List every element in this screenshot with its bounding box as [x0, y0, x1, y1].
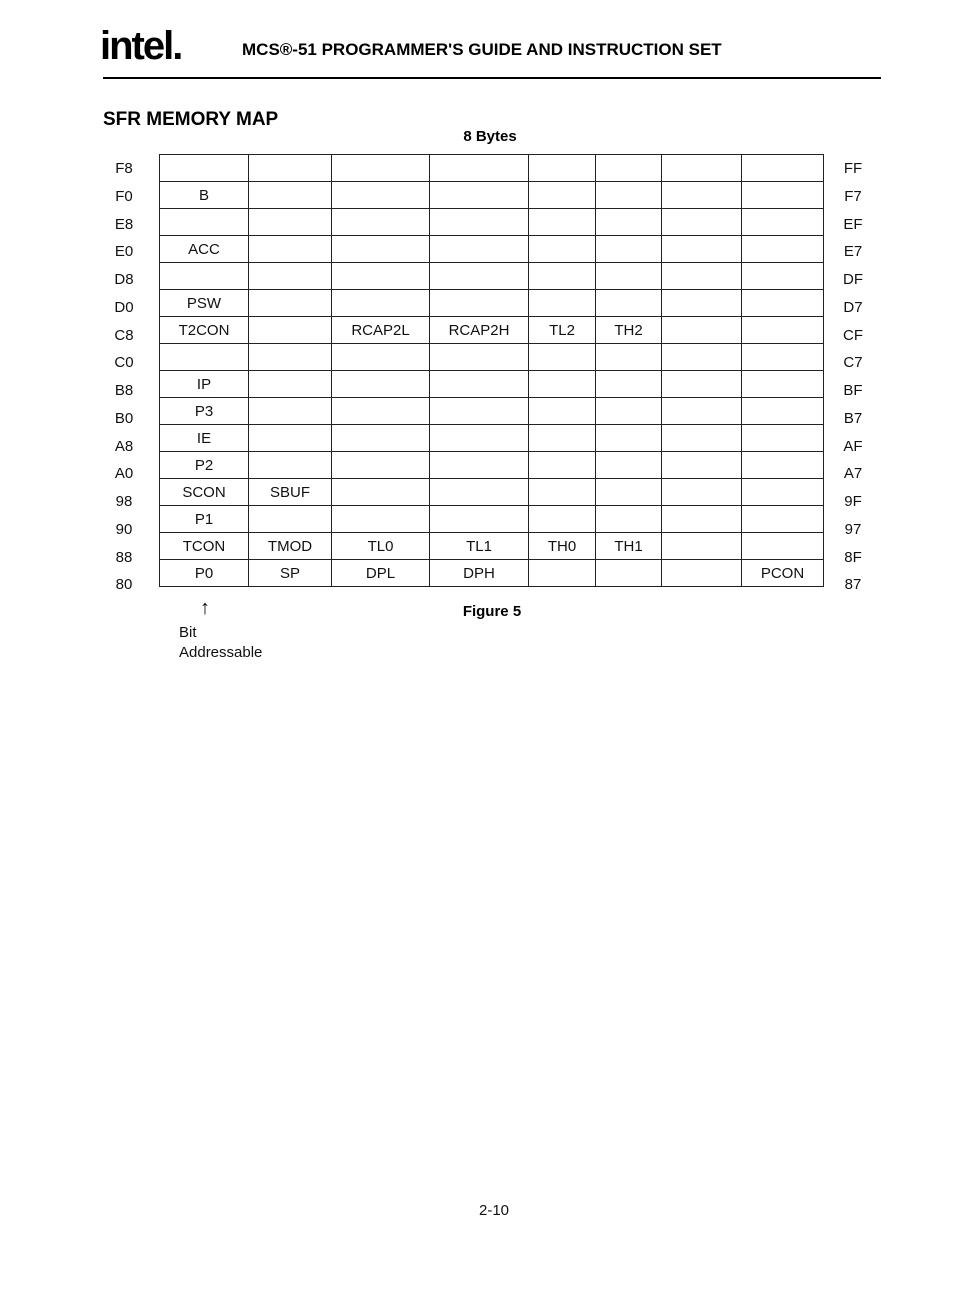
sfr-cell — [742, 317, 824, 344]
table-row — [160, 398, 824, 425]
sfr-cell: SP — [249, 560, 332, 587]
sfr-cell — [430, 182, 529, 209]
row-start-address: D0 — [114, 298, 134, 316]
sfr-cell — [249, 398, 332, 425]
sfr-cell — [529, 263, 596, 290]
sfr-cell — [662, 182, 742, 209]
table-row — [160, 236, 824, 263]
sfr-cell — [332, 506, 430, 533]
sfr-cell — [332, 263, 430, 290]
sfr-cell — [249, 209, 332, 236]
sfr-cell — [332, 371, 430, 398]
sfr-cell — [662, 155, 742, 182]
sfr-cell — [742, 506, 824, 533]
row-end-address: A7 — [843, 465, 863, 483]
row-start-address: F8 — [115, 160, 133, 177]
sfr-cell: B — [160, 182, 249, 209]
sfr-cell — [662, 560, 742, 587]
sfr-cell — [430, 479, 529, 506]
sfr-cell: TH2 — [596, 317, 662, 344]
sfr-cell: P0 — [160, 560, 249, 587]
sfr-cell: RCAP2L — [332, 317, 430, 344]
bit-label-line1: Bit — [179, 624, 197, 641]
table-row — [160, 560, 824, 587]
row-start-address: C8 — [114, 326, 134, 344]
sfr-cell — [662, 209, 742, 236]
figure-caption: Figure 5 — [462, 603, 522, 620]
row-start-address: F0 — [115, 187, 133, 205]
sfr-cell — [332, 209, 430, 236]
sfr-cell — [596, 560, 662, 587]
sfr-cell — [332, 182, 430, 209]
sfr-cell — [529, 560, 596, 587]
row-start-address: E0 — [114, 243, 134, 261]
sfr-cell — [596, 371, 662, 398]
sfr-cell — [332, 155, 430, 182]
sfr-cell — [662, 452, 742, 479]
sfr-cell — [160, 263, 249, 290]
row-start-address: 88 — [115, 548, 133, 566]
sfr-cell — [662, 479, 742, 506]
table-row — [160, 452, 824, 479]
sfr-cell — [249, 290, 332, 317]
row-start-address: D8 — [114, 271, 134, 288]
sfr-cell — [742, 263, 824, 290]
sfr-cell: TL2 — [529, 317, 596, 344]
sfr-cell: IP — [160, 371, 249, 398]
sfr-cell: P2 — [160, 452, 249, 479]
sfr-cell — [742, 479, 824, 506]
sfr-cell — [742, 452, 824, 479]
sfr-cell — [742, 290, 824, 317]
sfr-cell — [596, 236, 662, 263]
table-row — [160, 155, 824, 182]
table-row — [160, 290, 824, 317]
row-end-address: 9F — [844, 493, 862, 510]
row-end-address: FF — [843, 160, 863, 177]
sfr-cell — [742, 371, 824, 398]
sfr-cell — [430, 209, 529, 236]
document-header-title: MCS®-51 PROGRAMMER'S GUIDE AND INSTRUCTION SET — [242, 40, 722, 59]
sfr-cell — [249, 236, 332, 263]
sfr-cell — [249, 425, 332, 452]
table-row — [160, 371, 824, 398]
sfr-cell — [529, 209, 596, 236]
sfr-cell: TL1 — [430, 533, 529, 560]
table-row — [160, 479, 824, 506]
row-start-address: B8 — [114, 382, 134, 399]
sfr-cell: DPL — [332, 560, 430, 587]
sfr-cell — [332, 479, 430, 506]
sfr-cell: TL0 — [332, 533, 430, 560]
header-divider — [103, 77, 881, 79]
sfr-cell: P1 — [160, 506, 249, 533]
sfr-cell: PCON — [742, 560, 824, 587]
row-start-address: C0 — [114, 354, 134, 372]
sfr-cell — [529, 182, 596, 209]
sfr-cell: IE — [160, 425, 249, 452]
sfr-cell — [249, 371, 332, 398]
sfr-cell: TMOD — [249, 533, 332, 560]
row-end-address: 8F — [844, 548, 862, 566]
page-number: 2-10 — [478, 1202, 510, 1219]
sfr-memory-map-table — [159, 154, 824, 587]
sfr-cell — [249, 344, 332, 371]
sfr-cell: TCON — [160, 533, 249, 560]
sfr-cell: PSW — [160, 290, 249, 317]
sfr-cell — [529, 506, 596, 533]
row-end-address: AF — [843, 437, 863, 455]
sfr-cell — [249, 263, 332, 290]
table-row — [160, 425, 824, 452]
sfr-cell — [596, 452, 662, 479]
sfr-cell — [430, 344, 529, 371]
sfr-cell: SCON — [160, 479, 249, 506]
sfr-cell — [662, 398, 742, 425]
table-row — [160, 344, 824, 371]
sfr-cell — [430, 155, 529, 182]
sfr-cell: TH0 — [529, 533, 596, 560]
up-arrow-icon: ↑ — [200, 597, 210, 619]
sfr-cell — [742, 155, 824, 182]
sfr-cell — [332, 290, 430, 317]
sfr-cell — [430, 371, 529, 398]
sfr-cell: SBUF — [249, 479, 332, 506]
sfr-cell — [430, 263, 529, 290]
bit-addressable-label — [179, 623, 262, 663]
row-end-address: C7 — [843, 354, 863, 372]
sfr-cell — [742, 236, 824, 263]
sfr-cell — [529, 290, 596, 317]
row-start-address: E8 — [114, 215, 134, 233]
sfr-cell — [529, 155, 596, 182]
sfr-cell — [596, 155, 662, 182]
sfr-cell — [596, 290, 662, 317]
sfr-cell — [430, 452, 529, 479]
table-row — [160, 209, 824, 236]
sfr-cell — [662, 236, 742, 263]
sfr-cell — [662, 425, 742, 452]
sfr-cell — [662, 506, 742, 533]
row-start-address: A0 — [114, 465, 134, 483]
sfr-cell — [430, 398, 529, 425]
sfr-cell — [160, 155, 249, 182]
bit-label-line2: Addressable — [179, 644, 263, 661]
sfr-cell — [529, 398, 596, 425]
row-start-address: B0 — [114, 409, 134, 427]
sfr-cell — [662, 371, 742, 398]
sfr-cell — [332, 452, 430, 479]
sfr-cell — [430, 236, 529, 263]
sfr-cell — [249, 155, 332, 182]
intel-logo: intel. — [100, 24, 182, 68]
row-end-address: F7 — [844, 187, 862, 205]
sfr-cell — [332, 344, 430, 371]
sfr-cell — [596, 263, 662, 290]
sfr-cell — [430, 425, 529, 452]
sfr-cell — [249, 506, 332, 533]
table-row — [160, 506, 824, 533]
sfr-cell — [529, 452, 596, 479]
row-start-address: 98 — [115, 493, 133, 510]
row-start-address: 80 — [115, 576, 133, 594]
sfr-cell — [596, 506, 662, 533]
row-end-address: B7 — [843, 409, 863, 427]
sfr-cell — [596, 182, 662, 209]
sfr-cell — [742, 344, 824, 371]
sfr-cell — [160, 344, 249, 371]
sfr-cell — [529, 371, 596, 398]
sfr-cell — [430, 290, 529, 317]
sfr-cell — [596, 479, 662, 506]
sfr-cell — [662, 317, 742, 344]
sfr-cell — [596, 425, 662, 452]
sfr-cell — [662, 290, 742, 317]
sfr-cell: P3 — [160, 398, 249, 425]
sfr-cell — [742, 533, 824, 560]
bytes-label: 8 Bytes — [463, 128, 517, 145]
sfr-cell — [249, 317, 332, 344]
sfr-cell — [662, 344, 742, 371]
sfr-cell — [596, 344, 662, 371]
sfr-cell — [430, 506, 529, 533]
sfr-cell — [529, 344, 596, 371]
sfr-cell — [529, 236, 596, 263]
sfr-cell — [332, 425, 430, 452]
table-row — [160, 533, 824, 560]
sfr-cell — [160, 209, 249, 236]
sfr-cell — [596, 398, 662, 425]
sfr-cell — [332, 398, 430, 425]
sfr-cell: TH1 — [596, 533, 662, 560]
sfr-cell — [742, 182, 824, 209]
row-start-address: 90 — [115, 520, 133, 538]
row-start-address: A8 — [114, 437, 134, 455]
sfr-cell — [249, 452, 332, 479]
sfr-cell — [596, 209, 662, 236]
row-end-address: EF — [843, 215, 863, 233]
sfr-cell: DPH — [430, 560, 529, 587]
sfr-cell: ACC — [160, 236, 249, 263]
row-end-address: CF — [843, 326, 863, 344]
row-end-address: 97 — [844, 520, 862, 538]
row-end-address: BF — [843, 382, 863, 399]
table-row — [160, 263, 824, 290]
sfr-cell — [742, 425, 824, 452]
sfr-cell — [529, 479, 596, 506]
sfr-cell: RCAP2H — [430, 317, 529, 344]
sfr-cell — [662, 263, 742, 290]
sfr-cell — [332, 236, 430, 263]
sfr-cell — [529, 425, 596, 452]
row-end-address: D7 — [843, 298, 863, 316]
row-end-address: 87 — [844, 576, 862, 594]
sfr-cell: T2CON — [160, 317, 249, 344]
sfr-cell — [662, 533, 742, 560]
row-end-address: DF — [843, 271, 863, 288]
sfr-cell — [742, 398, 824, 425]
sfr-cell — [742, 209, 824, 236]
sfr-cell — [249, 182, 332, 209]
section-title: SFR MEMORY MAP — [103, 109, 279, 130]
table-row — [160, 317, 824, 344]
row-end-address: E7 — [843, 243, 863, 261]
table-row — [160, 182, 824, 209]
